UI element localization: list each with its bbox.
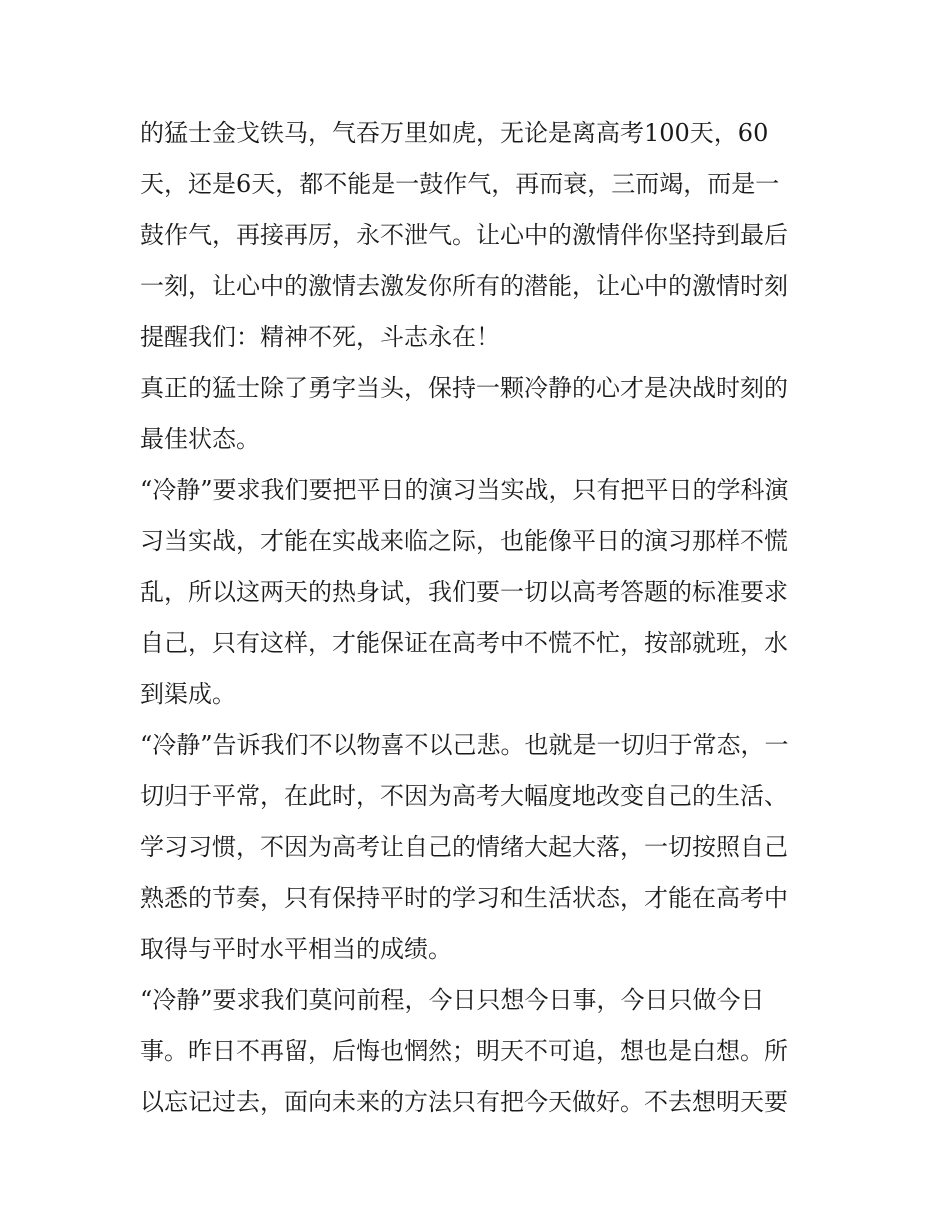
text-line: 提醒我们：精神不死，斗志永在！ bbox=[140, 323, 500, 351]
body-text bbox=[140, 108, 820, 1128]
text-line: “冷静”要求我们要把平日的演习当实战，只有把平日的学科演 bbox=[140, 476, 789, 504]
text-line: “冷静”要求我们莫问前程，今日只想今日事，今日只做今日 bbox=[140, 986, 765, 1014]
text-line: 一刻，让心中的激情去激发你所有的潜能，让心中的激情时刻 bbox=[140, 272, 788, 300]
text-line: 事。昨日不再留，后悔也惘然；明天不可追，想也是白想。所 bbox=[140, 1037, 788, 1065]
text-line: 真正的猛士除了勇字当头，保持一颗冷静的心才是决战时刻的 bbox=[140, 374, 788, 402]
text-line: 以忘记过去，面向未来的方法只有把今天做好。不去想明天要 bbox=[140, 1088, 788, 1116]
text-line: 切归于平常，在此时，不因为高考大幅度地改变自己的生活、 bbox=[140, 782, 788, 810]
text-line: 取得与平时水平相当的成绩。 bbox=[140, 935, 452, 963]
text-line: 学习习惯，不因为高考让自己的情绪大起大落，一切按照自己 bbox=[140, 833, 788, 861]
text-line: 自己，只有这样，才能保证在高考中不慌不忙，按部就班，水 bbox=[140, 629, 788, 657]
text-line: “冷静”告诉我们不以物喜不以己悲。也就是一切归于常态，一 bbox=[140, 731, 789, 759]
text-line: 的猛士金戈铁马，气吞万里如虎，无论是离高考100天，60 bbox=[140, 119, 769, 147]
text-line: 鼓作气，再接再厉，永不泄气。让心中的激情伴你坚持到最后 bbox=[140, 221, 788, 249]
text-line: 乱，所以这两天的热身试，我们要一切以高考答题的标准要求 bbox=[140, 578, 788, 606]
text-line: 最佳状态。 bbox=[140, 425, 260, 453]
text-line: 天，还是6天，都不能是一鼓作气，再而衰，三而竭，而是一 bbox=[140, 170, 780, 198]
text-line: 熟悉的节奏，只有保持平时的学习和生活状态，才能在高考中 bbox=[140, 884, 788, 912]
text-line: 到渠成。 bbox=[140, 680, 236, 708]
text-line: 习当实战，才能在实战来临之际，也能像平日的演习那样不慌 bbox=[140, 527, 788, 555]
